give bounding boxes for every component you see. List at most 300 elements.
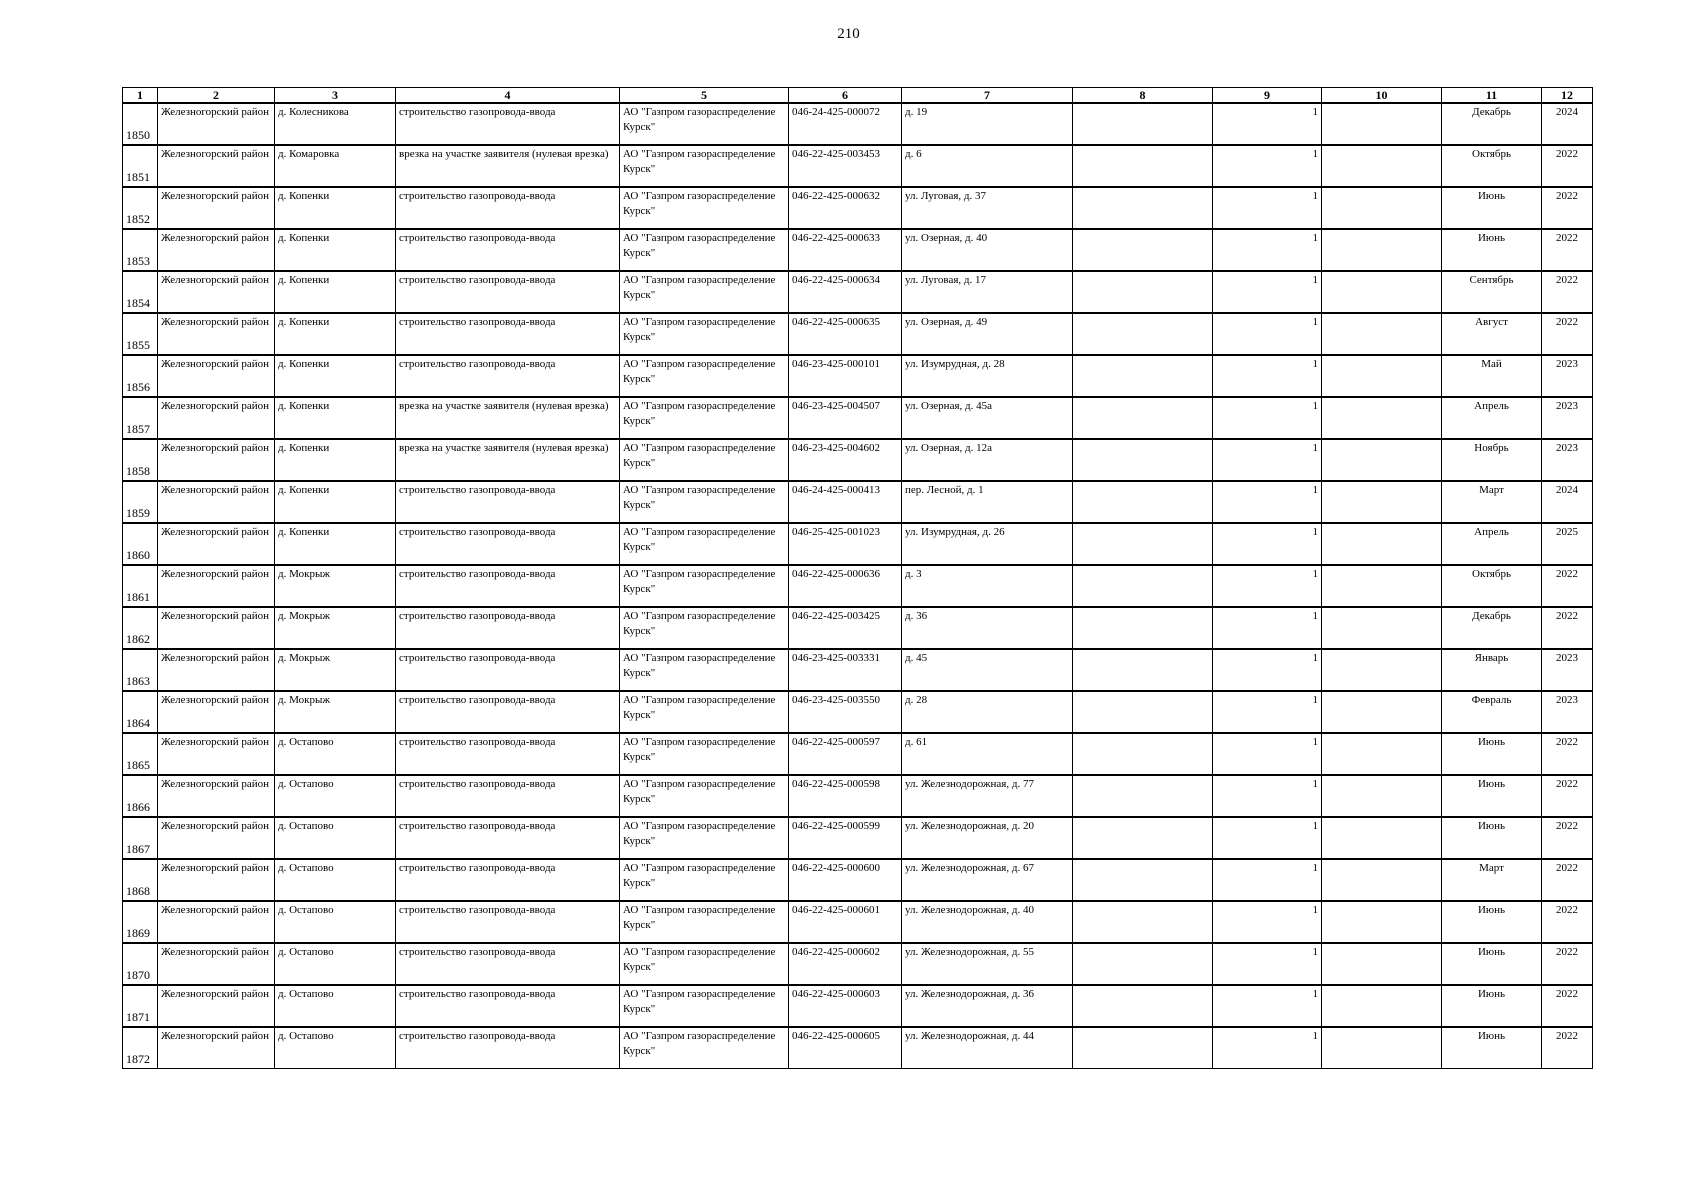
quantity-cell: 1 — [1213, 523, 1322, 565]
object-code-cell: 046-22-425-000634 — [789, 271, 902, 313]
row-number: 1867 — [123, 817, 158, 859]
table-row — [123, 607, 1593, 649]
quantity-cell: 1 — [1213, 1027, 1322, 1069]
column-8-cell — [1073, 439, 1213, 481]
row-number: 1852 — [123, 187, 158, 229]
settlement-cell: д. Копенки — [275, 481, 396, 523]
address-cell: д. 45 — [902, 649, 1073, 691]
column-header-7: 7 — [902, 88, 1073, 104]
work-type-cell: строительство газопровода-ввода — [396, 271, 620, 313]
row-number: 1871 — [123, 985, 158, 1027]
month-cell: Январь — [1442, 649, 1542, 691]
column-header-1: 1 — [123, 88, 158, 104]
month-cell: Июнь — [1442, 229, 1542, 271]
table-row — [123, 271, 1593, 313]
organization-cell: АО "Газпром газораспределение Курск" — [620, 271, 789, 313]
settlement-cell: д. Мокрыж — [275, 691, 396, 733]
address-cell: ул. Озерная, д. 40 — [902, 229, 1073, 271]
address-cell: ул. Озерная, д. 12а — [902, 439, 1073, 481]
column-header-10: 10 — [1322, 88, 1442, 104]
row-number: 1857 — [123, 397, 158, 439]
settlement-cell: д. Остапово — [275, 817, 396, 859]
address-cell: ул. Изумрудная, д. 26 — [902, 523, 1073, 565]
column-10-cell — [1322, 481, 1442, 523]
quantity-cell: 1 — [1213, 691, 1322, 733]
object-code-cell: 046-23-425-000101 — [789, 355, 902, 397]
table-row — [123, 985, 1593, 1027]
header-row — [123, 88, 1593, 104]
work-type-cell: врезка на участке заявителя (нулевая врезка) — [396, 397, 620, 439]
organization-cell: АО "Газпром газораспределение Курск" — [620, 985, 789, 1027]
address-cell: ул. Железнодорожная, д. 40 — [902, 901, 1073, 943]
quantity-cell: 1 — [1213, 733, 1322, 775]
column-10-cell — [1322, 985, 1442, 1027]
column-8-cell — [1073, 145, 1213, 187]
work-type-cell: строительство газопровода-ввода — [396, 775, 620, 817]
column-10-cell — [1322, 523, 1442, 565]
address-cell: ул. Озерная, д. 49 — [902, 313, 1073, 355]
column-10-cell — [1322, 691, 1442, 733]
column-8-cell — [1073, 187, 1213, 229]
work-type-cell: строительство газопровода-ввода — [396, 817, 620, 859]
row-number: 1863 — [123, 649, 158, 691]
quantity-cell: 1 — [1213, 649, 1322, 691]
column-10-cell — [1322, 271, 1442, 313]
table-row — [123, 103, 1593, 145]
object-code-cell: 046-22-425-000636 — [789, 565, 902, 607]
column-10-cell — [1322, 187, 1442, 229]
row-number: 1855 — [123, 313, 158, 355]
row-number: 1864 — [123, 691, 158, 733]
organization-cell: АО "Газпром газораспределение Курск" — [620, 859, 789, 901]
object-code-cell: 046-22-425-003453 — [789, 145, 902, 187]
quantity-cell: 1 — [1213, 481, 1322, 523]
work-type-cell: строительство газопровода-ввода — [396, 691, 620, 733]
district-cell: Железногорский район — [158, 355, 275, 397]
column-header-9: 9 — [1213, 88, 1322, 104]
column-8-cell — [1073, 355, 1213, 397]
settlement-cell: д. Остапово — [275, 1027, 396, 1069]
column-header-12: 12 — [1542, 88, 1593, 104]
column-10-cell — [1322, 103, 1442, 145]
address-cell: пер. Лесной, д. 1 — [902, 481, 1073, 523]
district-cell: Железногорский район — [158, 733, 275, 775]
column-10-cell — [1322, 145, 1442, 187]
object-code-cell: 046-22-425-000602 — [789, 943, 902, 985]
column-10-cell — [1322, 775, 1442, 817]
month-cell: Апрель — [1442, 397, 1542, 439]
work-type-cell: строительство газопровода-ввода — [396, 187, 620, 229]
table-row — [123, 901, 1593, 943]
settlement-cell: д. Колесникова — [275, 103, 396, 145]
month-cell: Апрель — [1442, 523, 1542, 565]
row-number: 1860 — [123, 523, 158, 565]
column-10-cell — [1322, 313, 1442, 355]
settlement-cell: д. Копенки — [275, 313, 396, 355]
work-type-cell: строительство газопровода-ввода — [396, 985, 620, 1027]
month-cell: Июнь — [1442, 817, 1542, 859]
column-10-cell — [1322, 901, 1442, 943]
work-type-cell: строительство газопровода-ввода — [396, 901, 620, 943]
quantity-cell: 1 — [1213, 355, 1322, 397]
object-code-cell: 046-22-425-000605 — [789, 1027, 902, 1069]
work-type-cell: врезка на участке заявителя (нулевая врезка) — [396, 145, 620, 187]
district-cell: Железногорский район — [158, 943, 275, 985]
organization-cell: АО "Газпром газораспределение Курск" — [620, 943, 789, 985]
column-8-cell — [1073, 1027, 1213, 1069]
month-cell: Ноябрь — [1442, 439, 1542, 481]
settlement-cell: д. Копенки — [275, 271, 396, 313]
work-type-cell: врезка на участке заявителя (нулевая врезка) — [396, 439, 620, 481]
work-type-cell: строительство газопровода-ввода — [396, 859, 620, 901]
quantity-cell: 1 — [1213, 859, 1322, 901]
settlement-cell: д. Мокрыж — [275, 607, 396, 649]
column-10-cell — [1322, 607, 1442, 649]
month-cell: Май — [1442, 355, 1542, 397]
table-row — [123, 817, 1593, 859]
work-type-cell: строительство газопровода-ввода — [396, 565, 620, 607]
column-8-cell — [1073, 733, 1213, 775]
month-cell: Октябрь — [1442, 145, 1542, 187]
column-header-4: 4 — [396, 88, 620, 104]
address-cell: ул. Луговая, д. 37 — [902, 187, 1073, 229]
quantity-cell: 1 — [1213, 229, 1322, 271]
object-code-cell: 046-22-425-000598 — [789, 775, 902, 817]
table-row — [123, 313, 1593, 355]
address-cell: ул. Железнодорожная, д. 36 — [902, 985, 1073, 1027]
address-cell: д. 28 — [902, 691, 1073, 733]
year-cell: 2023 — [1542, 691, 1593, 733]
column-8-cell — [1073, 943, 1213, 985]
organization-cell: АО "Газпром газораспределение Курск" — [620, 439, 789, 481]
row-number: 1851 — [123, 145, 158, 187]
month-cell: Август — [1442, 313, 1542, 355]
month-cell: Июнь — [1442, 943, 1542, 985]
object-code-cell: 046-23-425-004602 — [789, 439, 902, 481]
object-code-cell: 046-24-425-000072 — [789, 103, 902, 145]
district-cell: Железногорский район — [158, 271, 275, 313]
table-row — [123, 439, 1593, 481]
district-cell: Железногорский район — [158, 901, 275, 943]
organization-cell: АО "Газпром газораспределение Курск" — [620, 145, 789, 187]
year-cell: 2022 — [1542, 859, 1593, 901]
month-cell: Октябрь — [1442, 565, 1542, 607]
organization-cell: АО "Газпром газораспределение Курск" — [620, 187, 789, 229]
address-cell: ул. Железнодорожная, д. 20 — [902, 817, 1073, 859]
organization-cell: АО "Газпром газораспределение Курск" — [620, 103, 789, 145]
object-code-cell: 046-24-425-000413 — [789, 481, 902, 523]
work-type-cell: строительство газопровода-ввода — [396, 481, 620, 523]
column-8-cell — [1073, 565, 1213, 607]
month-cell: Сентябрь — [1442, 271, 1542, 313]
quantity-cell: 1 — [1213, 985, 1322, 1027]
address-cell: ул. Луговая, д. 17 — [902, 271, 1073, 313]
address-cell: д. 6 — [902, 145, 1073, 187]
year-cell: 2024 — [1542, 481, 1593, 523]
year-cell: 2022 — [1542, 271, 1593, 313]
organization-cell: АО "Газпром газораспределение Курск" — [620, 1027, 789, 1069]
quantity-cell: 1 — [1213, 397, 1322, 439]
work-type-cell: строительство газопровода-ввода — [396, 943, 620, 985]
column-10-cell — [1322, 439, 1442, 481]
month-cell: Декабрь — [1442, 103, 1542, 145]
page-number: 210 — [837, 26, 860, 42]
organization-cell: АО "Газпром газораспределение Курск" — [620, 313, 789, 355]
column-header-5: 5 — [620, 88, 789, 104]
month-cell: Июнь — [1442, 1027, 1542, 1069]
column-header-6: 6 — [789, 88, 902, 104]
organization-cell: АО "Газпром газораспределение Курск" — [620, 229, 789, 271]
quantity-cell: 1 — [1213, 607, 1322, 649]
organization-cell: АО "Газпром газораспределение Курск" — [620, 733, 789, 775]
month-cell: Июнь — [1442, 733, 1542, 775]
column-10-cell — [1322, 355, 1442, 397]
district-cell: Железногорский район — [158, 439, 275, 481]
year-cell: 2023 — [1542, 649, 1593, 691]
address-cell: д. 36 — [902, 607, 1073, 649]
table-row — [123, 565, 1593, 607]
year-cell: 2022 — [1542, 565, 1593, 607]
district-cell: Железногорский район — [158, 229, 275, 271]
column-10-cell — [1322, 397, 1442, 439]
column-10-cell — [1322, 1027, 1442, 1069]
column-10-cell — [1322, 649, 1442, 691]
table-row — [123, 859, 1593, 901]
column-header-11: 11 — [1442, 88, 1542, 104]
month-cell: Июнь — [1442, 985, 1542, 1027]
year-cell: 2023 — [1542, 439, 1593, 481]
settlement-cell: д. Остапово — [275, 859, 396, 901]
column-8-cell — [1073, 271, 1213, 313]
object-code-cell: 046-22-425-000633 — [789, 229, 902, 271]
district-cell: Железногорский район — [158, 859, 275, 901]
row-number: 1872 — [123, 1027, 158, 1069]
quantity-cell: 1 — [1213, 313, 1322, 355]
table-row — [123, 481, 1593, 523]
column-8-cell — [1073, 481, 1213, 523]
row-number: 1854 — [123, 271, 158, 313]
work-type-cell: строительство газопровода-ввода — [396, 523, 620, 565]
district-cell: Железногорский район — [158, 187, 275, 229]
table-row — [123, 187, 1593, 229]
year-cell: 2022 — [1542, 985, 1593, 1027]
row-number: 1853 — [123, 229, 158, 271]
table-row — [123, 691, 1593, 733]
table-row — [123, 523, 1593, 565]
quantity-cell: 1 — [1213, 271, 1322, 313]
work-type-cell: строительство газопровода-ввода — [396, 229, 620, 271]
column-10-cell — [1322, 733, 1442, 775]
settlement-cell: д. Копенки — [275, 229, 396, 271]
organization-cell: АО "Газпром газораспределение Курск" — [620, 775, 789, 817]
object-code-cell: 046-23-425-003550 — [789, 691, 902, 733]
year-cell: 2022 — [1542, 817, 1593, 859]
year-cell: 2022 — [1542, 145, 1593, 187]
month-cell: Декабрь — [1442, 607, 1542, 649]
table-row — [123, 355, 1593, 397]
year-cell: 2023 — [1542, 397, 1593, 439]
column-header-8: 8 — [1073, 88, 1213, 104]
district-cell: Железногорский район — [158, 691, 275, 733]
table-row — [123, 649, 1593, 691]
row-number: 1862 — [123, 607, 158, 649]
settlement-cell: д. Остапово — [275, 943, 396, 985]
district-cell: Железногорский район — [158, 1027, 275, 1069]
year-cell: 2025 — [1542, 523, 1593, 565]
object-code-cell: 046-22-425-000599 — [789, 817, 902, 859]
work-type-cell: строительство газопровода-ввода — [396, 733, 620, 775]
object-code-cell: 046-25-425-001023 — [789, 523, 902, 565]
column-10-cell — [1322, 943, 1442, 985]
work-type-cell: строительство газопровода-ввода — [396, 313, 620, 355]
row-number: 1858 — [123, 439, 158, 481]
settlement-cell: д. Копенки — [275, 187, 396, 229]
address-cell: ул. Изумрудная, д. 28 — [902, 355, 1073, 397]
district-cell: Железногорский район — [158, 565, 275, 607]
month-cell: Февраль — [1442, 691, 1542, 733]
object-code-cell: 046-22-425-000603 — [789, 985, 902, 1027]
settlement-cell: д. Остапово — [275, 901, 396, 943]
organization-cell: АО "Газпром газораспределение Курск" — [620, 817, 789, 859]
settlement-cell: д. Копенки — [275, 355, 396, 397]
column-header-3: 3 — [275, 88, 396, 104]
column-8-cell — [1073, 649, 1213, 691]
address-cell: ул. Озерная, д. 45а — [902, 397, 1073, 439]
month-cell: Март — [1442, 859, 1542, 901]
settlement-cell: д. Копенки — [275, 439, 396, 481]
object-code-cell: 046-22-425-003425 — [789, 607, 902, 649]
row-number: 1865 — [123, 733, 158, 775]
district-cell: Железногорский район — [158, 817, 275, 859]
district-cell: Железногорский район — [158, 775, 275, 817]
quantity-cell: 1 — [1213, 565, 1322, 607]
district-cell: Железногорский район — [158, 103, 275, 145]
column-8-cell — [1073, 103, 1213, 145]
row-number: 1866 — [123, 775, 158, 817]
settlement-cell: д. Комаровка — [275, 145, 396, 187]
quantity-cell: 1 — [1213, 943, 1322, 985]
organization-cell: АО "Газпром газораспределение Курск" — [620, 523, 789, 565]
month-cell: Июнь — [1442, 775, 1542, 817]
table-header — [123, 88, 1593, 104]
year-cell: 2022 — [1542, 313, 1593, 355]
quantity-cell: 1 — [1213, 817, 1322, 859]
year-cell: 2022 — [1542, 733, 1593, 775]
column-8-cell — [1073, 859, 1213, 901]
table-row — [123, 229, 1593, 271]
quantity-cell: 1 — [1213, 775, 1322, 817]
address-cell: ул. Железнодорожная, д. 44 — [902, 1027, 1073, 1069]
month-cell: Март — [1442, 481, 1542, 523]
district-cell: Железногорский район — [158, 397, 275, 439]
table-row — [123, 397, 1593, 439]
quantity-cell: 1 — [1213, 901, 1322, 943]
column-10-cell — [1322, 229, 1442, 271]
column-8-cell — [1073, 523, 1213, 565]
column-8-cell — [1073, 901, 1213, 943]
work-type-cell: строительство газопровода-ввода — [396, 1027, 620, 1069]
address-cell: ул. Железнодорожная, д. 77 — [902, 775, 1073, 817]
district-cell: Железногорский район — [158, 985, 275, 1027]
column-10-cell — [1322, 817, 1442, 859]
row-number: 1868 — [123, 859, 158, 901]
address-cell: д. 3 — [902, 565, 1073, 607]
quantity-cell: 1 — [1213, 145, 1322, 187]
settlement-cell: д. Мокрыж — [275, 565, 396, 607]
organization-cell: АО "Газпром газораспределение Курск" — [620, 481, 789, 523]
object-code-cell: 046-23-425-004507 — [789, 397, 902, 439]
year-cell: 2022 — [1542, 607, 1593, 649]
settlement-cell: д. Остапово — [275, 733, 396, 775]
organization-cell: АО "Газпром газораспределение Курск" — [620, 565, 789, 607]
organization-cell: АО "Газпром газораспределение Курск" — [620, 607, 789, 649]
address-cell: ул. Железнодорожная, д. 55 — [902, 943, 1073, 985]
row-number: 1861 — [123, 565, 158, 607]
quantity-cell: 1 — [1213, 187, 1322, 229]
quantity-cell: 1 — [1213, 103, 1322, 145]
year-cell: 2022 — [1542, 229, 1593, 271]
work-type-cell: строительство газопровода-ввода — [396, 607, 620, 649]
table-row — [123, 775, 1593, 817]
month-cell: Июнь — [1442, 187, 1542, 229]
column-header-2: 2 — [158, 88, 275, 104]
year-cell: 2022 — [1542, 943, 1593, 985]
object-code-cell: 046-23-425-003331 — [789, 649, 902, 691]
year-cell: 2022 — [1542, 901, 1593, 943]
organization-cell: АО "Газпром газораспределение Курск" — [620, 901, 789, 943]
table-row — [123, 943, 1593, 985]
year-cell: 2024 — [1542, 103, 1593, 145]
organization-cell: АО "Газпром газораспределение Курск" — [620, 355, 789, 397]
year-cell: 2022 — [1542, 775, 1593, 817]
organization-cell: АО "Газпром газораспределение Курск" — [620, 649, 789, 691]
settlement-cell: д. Остапово — [275, 985, 396, 1027]
district-cell: Железногорский район — [158, 523, 275, 565]
table-body — [123, 103, 1593, 1069]
month-cell: Июнь — [1442, 901, 1542, 943]
row-number: 1870 — [123, 943, 158, 985]
column-8-cell — [1073, 691, 1213, 733]
year-cell: 2022 — [1542, 1027, 1593, 1069]
settlement-cell: д. Остапово — [275, 775, 396, 817]
column-10-cell — [1322, 859, 1442, 901]
row-number: 1856 — [123, 355, 158, 397]
column-8-cell — [1073, 985, 1213, 1027]
column-8-cell — [1073, 817, 1213, 859]
work-type-cell: строительство газопровода-ввода — [396, 649, 620, 691]
table-row — [123, 1027, 1593, 1069]
object-code-cell: 046-22-425-000597 — [789, 733, 902, 775]
object-code-cell: 046-22-425-000600 — [789, 859, 902, 901]
address-cell: д. 61 — [902, 733, 1073, 775]
column-8-cell — [1073, 607, 1213, 649]
column-8-cell — [1073, 313, 1213, 355]
object-code-cell: 046-22-425-000635 — [789, 313, 902, 355]
registry-table — [122, 87, 1593, 1069]
address-cell: ул. Железнодорожная, д. 67 — [902, 859, 1073, 901]
table-row — [123, 145, 1593, 187]
district-cell: Железногорский район — [158, 481, 275, 523]
year-cell: 2023 — [1542, 355, 1593, 397]
row-number: 1850 — [123, 103, 158, 145]
object-code-cell: 046-22-425-000632 — [789, 187, 902, 229]
table-row — [123, 733, 1593, 775]
column-8-cell — [1073, 775, 1213, 817]
district-cell: Железногорский район — [158, 649, 275, 691]
organization-cell: АО "Газпром газораспределение Курск" — [620, 397, 789, 439]
district-cell: Железногорский район — [158, 607, 275, 649]
row-number: 1859 — [123, 481, 158, 523]
